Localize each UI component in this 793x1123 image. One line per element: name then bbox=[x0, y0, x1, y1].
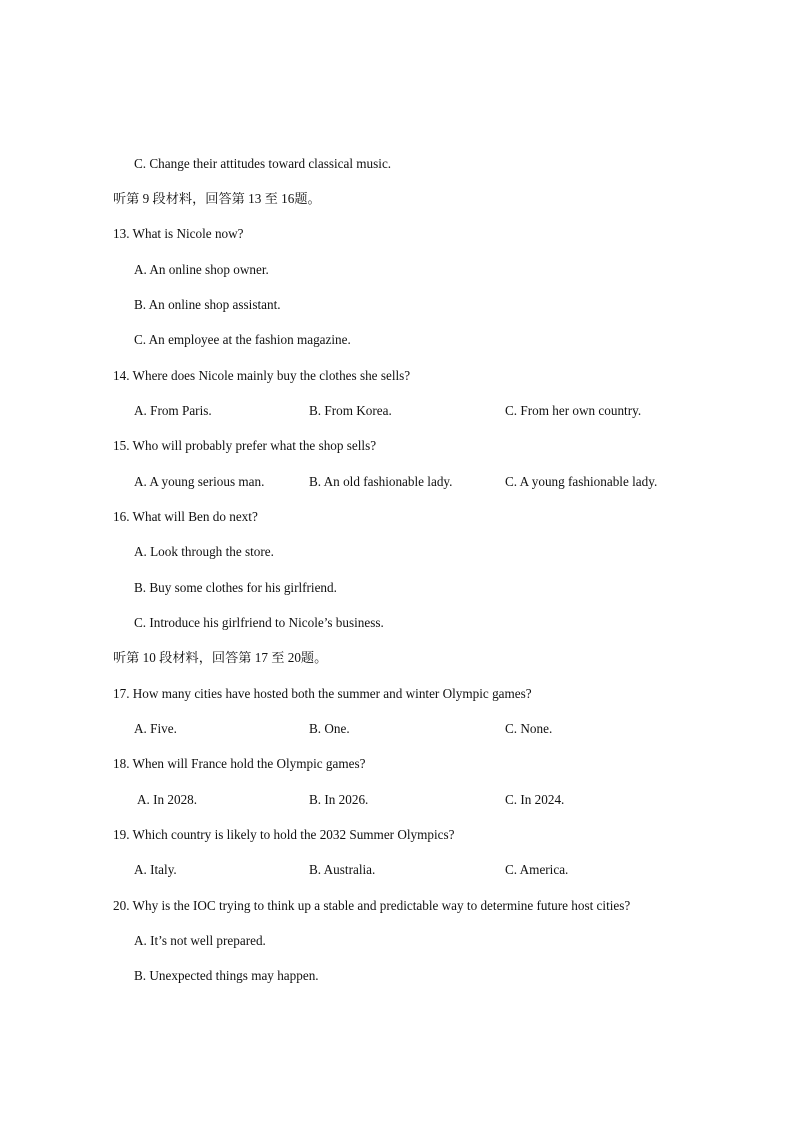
q19-options-row bbox=[134, 860, 753, 880]
q19-option-c: C. America. bbox=[505, 862, 569, 877]
section-10-heading: 听第 10 段材料，回答第 17 至 20题。 bbox=[113, 650, 328, 665]
q15-option-a: A. A young serious man. bbox=[134, 474, 265, 489]
q20-question: 20. Why is the IOC trying to think up a stable and predictable way to determine future host cities? bbox=[113, 898, 631, 913]
q17-option-c: C. None. bbox=[505, 721, 553, 736]
q19-option-b: B. Australia. bbox=[309, 862, 376, 877]
q12-option-c: C. Change their attitudes toward classical music. bbox=[134, 156, 392, 171]
q15-question: 15. Who will probably prefer what the shop sells? bbox=[113, 438, 377, 453]
q14-option-a: A. From Paris. bbox=[134, 403, 212, 418]
q18-option-a: A. In 2028. bbox=[137, 792, 198, 807]
q16-option-c: C. Introduce his girlfriend to Nicole’s business. bbox=[134, 615, 384, 630]
q17-options-row bbox=[134, 719, 753, 739]
q18-options-row bbox=[134, 790, 753, 810]
section-9-heading: 听第 9 段材料，回答第 13 至 16题。 bbox=[113, 191, 321, 206]
q19-option-a: A. Italy. bbox=[134, 862, 177, 877]
q16-question: 16. What will Ben do next? bbox=[113, 509, 258, 524]
q14-options-row bbox=[134, 401, 753, 421]
q16-option-b: B. Buy some clothes for his girlfriend. bbox=[134, 580, 337, 595]
q13-option-c: C. An employee at the fashion magazine. bbox=[134, 332, 351, 347]
q20-option-b: B. Unexpected things may happen. bbox=[134, 968, 319, 983]
q14-option-c: C. From her own country. bbox=[505, 403, 642, 418]
q15-option-b: B. An old fashionable lady. bbox=[309, 474, 453, 489]
q13-option-a: A. An online shop owner. bbox=[134, 262, 269, 277]
q20-option-a: A. It’s not well prepared. bbox=[134, 933, 266, 948]
q13-option-b: B. An online shop assistant. bbox=[134, 297, 281, 312]
q18-question: 18. When will France hold the Olympic games? bbox=[113, 756, 366, 771]
q17-option-b: B. One. bbox=[309, 721, 350, 736]
q14-option-b: B. From Korea. bbox=[309, 403, 392, 418]
q15-options-row bbox=[134, 472, 753, 492]
q19-question: 19. Which country is likely to hold the 2032 Summer Olympics? bbox=[113, 827, 455, 842]
q17-question: 17. How many cities have hosted both the summer and winter Olympic games? bbox=[113, 686, 532, 701]
q15-option-c: C. A young fashionable lady. bbox=[505, 474, 658, 489]
q14-question: 14. Where does Nicole mainly buy the clothes she sells? bbox=[113, 368, 411, 383]
q17-option-a: A. Five. bbox=[134, 721, 177, 736]
q16-option-a: A. Look through the store. bbox=[134, 544, 274, 559]
q18-option-c: C. In 2024. bbox=[505, 792, 565, 807]
q13-question: 13. What is Nicole now? bbox=[113, 226, 244, 241]
q18-option-b: B. In 2026. bbox=[309, 792, 369, 807]
